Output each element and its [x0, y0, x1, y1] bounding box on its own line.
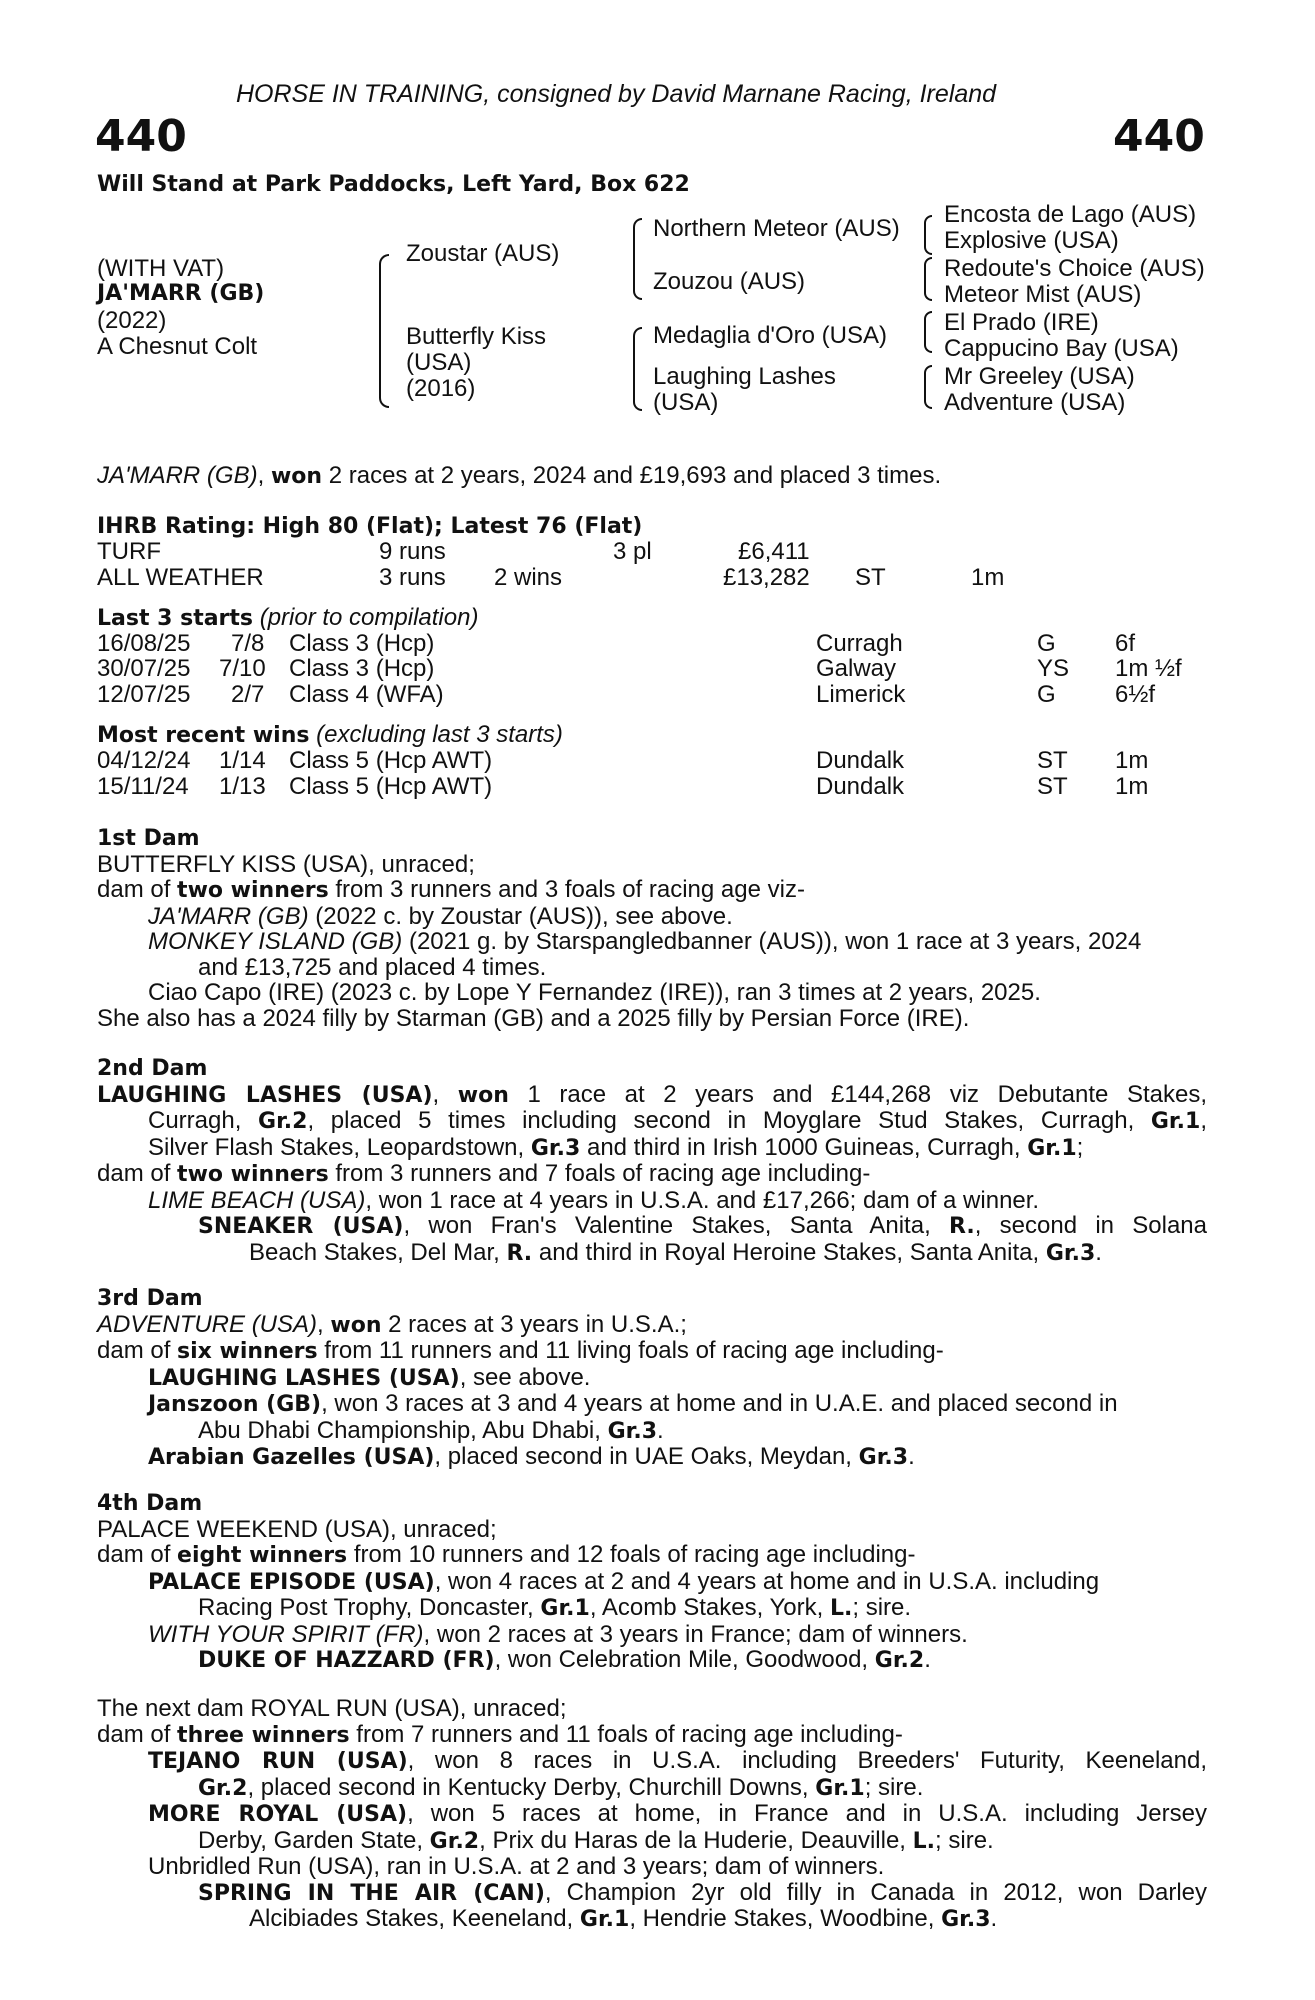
- fourth-dam-section: [97, 1491, 1207, 1674]
- second-dam-line: LAUGHING LASHES (USA), won 1 race at 2 years and £144,268 viz Debutante Stakes,: [97, 1080, 1207, 1108]
- last-starts-title: Last 3 starts: [97, 606, 254, 631]
- progeny-entry: Unbridled Run (USA), ran in U.S.A. at 2 and 3 years; dam of winners.: [148, 1853, 885, 1880]
- next-dam-line: The next dam ROYAL RUN (USA), unraced;: [97, 1695, 567, 1722]
- text: from 7 runners and 11 foals of racing age including-: [349, 1720, 903, 1748]
- first-dam-note: She also has a 2024 filly by Starman (GB) and a 2025 filly by Persian Force (IRE).: [97, 1004, 970, 1032]
- progeny-name: MORE ROYAL (USA): [148, 1802, 408, 1827]
- progeny-entry-cont: [97, 1906, 1207, 1933]
- table-row-position: 1/14: [219, 747, 266, 774]
- dam-line2: (USA): [406, 349, 472, 376]
- table-row-going: G: [1037, 630, 1056, 657]
- lot-number-right: 440: [1113, 111, 1205, 162]
- table-row-distance: 6½f: [1115, 681, 1156, 708]
- text: Derby, Garden State,: [198, 1826, 430, 1854]
- grade-label: Gr.2: [258, 1109, 308, 1134]
- text: , second in Solana: [974, 1212, 1207, 1239]
- table-row-date: 12/07/25: [97, 681, 191, 708]
- horse-description: A Chesnut Colt: [97, 333, 258, 360]
- sire: Zoustar (AUS): [406, 240, 560, 267]
- text: Beach Stakes, Del Mar,: [249, 1238, 507, 1266]
- progeny-name: SNEAKER (USA): [198, 1214, 404, 1239]
- text: dam of: [97, 876, 178, 903]
- pedigree-brace-main: [379, 254, 389, 408]
- grandparent-4: Meteor Mist (AUS): [944, 281, 1142, 308]
- aw-prize: £13,282: [723, 564, 810, 591]
- progeny-entry: [97, 1213, 1207, 1240]
- first-dam-heading: 1st Dam: [97, 826, 200, 851]
- grade-label: R.: [949, 1214, 975, 1239]
- fourth-dam-heading: 4th Dam: [97, 1491, 203, 1516]
- turf-runs: 9 runs: [379, 538, 446, 565]
- third-dam-progeny-intro: [97, 1338, 1207, 1365]
- second-dam-progeny-intro: [97, 1161, 1207, 1188]
- location-line: Will Stand at Park Paddocks, Left Yard, Box 622: [97, 172, 690, 197]
- progeny-entry: Ciao Capo (IRE) (2023 c. by Lope Y Fernandez (IRE)), ran 3 times at 2 years, 2025.: [148, 979, 1041, 1006]
- table-row-date: 16/08/25: [97, 630, 191, 657]
- progeny-entry: [97, 1391, 1207, 1418]
- vat-label: (WITH VAT): [97, 255, 225, 282]
- table-row-date: 15/11/24: [97, 773, 189, 800]
- turf-places: 3 pl: [613, 538, 652, 565]
- dam-sire: Medaglia d'Oro (USA): [653, 322, 887, 349]
- text: from 3 runners and 3 foals of racing age viz-: [328, 876, 805, 903]
- table-row-date: 30/07/25: [97, 655, 191, 682]
- text: , placed second in UAE Oaks, Meydan,: [434, 1443, 859, 1470]
- aw-going: ST: [855, 564, 886, 591]
- grade-label: Gr.1: [815, 1775, 865, 1801]
- progeny-entry: [97, 1880, 1207, 1907]
- text: Silver Flash Stakes, Leopardstown,: [148, 1133, 531, 1161]
- grandparent-2: Explosive (USA): [944, 227, 1119, 254]
- progeny-name: JA'MARR (GB): [148, 902, 309, 930]
- table-row-course: Limerick: [816, 681, 906, 708]
- grade-label: L.: [829, 1596, 853, 1621]
- table-row-position: 7/10: [219, 655, 266, 682]
- next-dam-section: [97, 1696, 1207, 1933]
- table-row-class: Class 3 (Hcp): [289, 630, 435, 657]
- sire-dam: Zouzou (AUS): [653, 268, 806, 295]
- second-dam-section: [97, 1056, 1207, 1266]
- table-row-class: Class 5 (Hcp AWT): [289, 773, 493, 800]
- table-row-course: Galway: [816, 655, 897, 682]
- aw-label: ALL WEATHER: [97, 564, 264, 591]
- progeny-entry: [97, 929, 1207, 955]
- table-row-class: Class 3 (Hcp): [289, 655, 435, 682]
- text: , placed 5 times including second in Moyglare Stud Stakes, Curragh,: [307, 1107, 1151, 1134]
- grade-label: Gr.2: [198, 1775, 248, 1801]
- pedigree-brace-g4: [924, 365, 932, 409]
- text: , won 1 race at 4 years in U.S.A. and £17,266; dam of a winner.: [365, 1186, 1040, 1214]
- third-dam-section: [97, 1286, 1207, 1471]
- progeny-entry-cont: and £13,725 and placed 4 times.: [198, 953, 547, 981]
- pedigree-brace-sire: [633, 218, 642, 300]
- turf-label: TURF: [97, 538, 161, 565]
- grade-label: Gr.3: [607, 1418, 658, 1444]
- summary-won: won: [270, 464, 323, 489]
- first-dam-section: [97, 826, 1207, 1031]
- grandparent-6: Cappucino Bay (USA): [944, 335, 1179, 362]
- text: and third in Royal Heroine Stakes, Santa Anita,: [532, 1238, 1046, 1266]
- text: Alcibiades Stakes, Keeneland,: [249, 1905, 580, 1932]
- won-label: won: [330, 1312, 382, 1338]
- text: dam of: [97, 1720, 178, 1748]
- progeny-name: PALACE EPISODE (USA): [148, 1569, 435, 1595]
- first-dam-line: BUTTERFLY KISS (USA), unraced;: [97, 850, 475, 878]
- text: dam of: [97, 1541, 178, 1568]
- progeny-name: Arabian Gazelles (USA): [148, 1445, 435, 1470]
- text: ; sire.: [935, 1826, 994, 1854]
- first-dam-progeny-intro: [97, 877, 1207, 904]
- horse-year: (2022): [97, 307, 167, 334]
- table-row-class: Class 5 (Hcp AWT): [289, 747, 493, 774]
- pedigree-brace-g3: [924, 311, 932, 353]
- aw-distance: 1m: [971, 564, 1005, 591]
- dam-line1: Butterfly Kiss: [406, 323, 547, 350]
- progeny-entry: [97, 1569, 1207, 1596]
- recent-wins-heading: [97, 722, 563, 749]
- dam-line3: (2016): [406, 375, 476, 402]
- ihrb-rating: IHRB Rating: High 80 (Flat); Latest 76 (Flat): [97, 514, 643, 539]
- text: , Hendrie Stakes, Woodbine,: [629, 1905, 942, 1932]
- sire-sire: Northern Meteor (AUS): [653, 215, 900, 242]
- text: and third in Irish 1000 Guineas, Curragh,: [580, 1133, 1028, 1161]
- grade-label: L.: [912, 1828, 936, 1854]
- text: , see above.: [459, 1363, 591, 1391]
- dam-name: LAUGHING LASHES (USA): [97, 1082, 433, 1108]
- grandparent-7: Mr Greeley (USA): [944, 363, 1135, 390]
- aw-wins: 2 wins: [494, 564, 563, 591]
- grandparent-3: Redoute's Choice (AUS): [944, 255, 1205, 282]
- progeny-name: LIME BEACH (USA): [148, 1186, 366, 1214]
- grandparent-8: Adventure (USA): [944, 389, 1126, 416]
- text: from 10 runners and 12 foals of racing age including-: [347, 1541, 916, 1568]
- text: Curragh,: [148, 1107, 259, 1134]
- summary-horse-name: JA'MARR (GB): [97, 462, 258, 489]
- grade-label: Gr.2: [874, 1648, 925, 1673]
- text: .: [924, 1646, 931, 1673]
- table-row-going: YS: [1037, 655, 1070, 682]
- grade-label: Gr.3: [530, 1135, 581, 1161]
- table-row-position: 2/7: [231, 681, 265, 708]
- turf-prize: £6,411: [738, 538, 810, 565]
- last-starts-heading: [97, 605, 478, 632]
- progeny-entry-cont: [97, 1775, 1207, 1802]
- text: dam of: [97, 1160, 178, 1187]
- pedigree-brace-dam: [633, 327, 642, 411]
- aw-runs: 3 runs: [379, 564, 446, 591]
- grade-label: Gr.1: [579, 1907, 630, 1932]
- dam-name: ADVENTURE (USA): [97, 1310, 318, 1338]
- progeny-name: TEJANO RUN (USA): [148, 1749, 408, 1774]
- text: (2022 c. by Zoustar (AUS)), see above.: [308, 902, 733, 930]
- fourth-dam-line: PALACE WEEKEND (USA), unraced;: [97, 1515, 497, 1543]
- progeny-entry: [97, 1365, 1207, 1392]
- table-row-distance: 1m: [1115, 747, 1149, 774]
- progeny-name: WITH YOUR SPIRIT (FR): [148, 1620, 424, 1648]
- grandparent-5: El Prado (IRE): [944, 309, 1099, 336]
- text: ,: [317, 1310, 331, 1338]
- grade-label: Gr.2: [429, 1828, 480, 1854]
- text: , won 5 races at home, in France and in U.S.A. including Jersey: [407, 1800, 1207, 1827]
- text: , won 2 races at 3 years in France; dam of winners.: [423, 1620, 968, 1648]
- table-row-position: 1/13: [219, 773, 266, 800]
- progeny-entry: [97, 904, 1207, 930]
- next-dam-progeny-intro: [97, 1722, 1207, 1749]
- text: Racing Post Trophy, Doncaster,: [198, 1594, 541, 1621]
- third-dam-heading: 3rd Dam: [97, 1286, 203, 1311]
- table-row-course: Dundalk: [816, 773, 905, 800]
- dam-dam-line2: (USA): [653, 389, 719, 416]
- progeny-name: MONKEY ISLAND (GB): [148, 928, 403, 955]
- third-dam-line: [97, 1312, 1207, 1339]
- progeny-entry-cont: [97, 1418, 1207, 1445]
- text: , placed second in Kentucky Derby, Churchill Downs,: [247, 1773, 816, 1801]
- table-row-date: 04/12/24: [97, 747, 191, 774]
- text: 1 race at 2 years and £144,268 viz Debutante Stakes,: [508, 1080, 1207, 1108]
- pedigree-brace-g2: [924, 257, 932, 301]
- grade-label: Gr.1: [1150, 1109, 1201, 1134]
- text: .: [990, 1905, 998, 1932]
- progeny-entry: [97, 1647, 1207, 1674]
- progeny-entry: [97, 1444, 1207, 1471]
- text: ; sire.: [852, 1594, 912, 1621]
- winners-count: two winners: [177, 1162, 329, 1187]
- progeny-entry-cont: [97, 1595, 1207, 1622]
- grade-label: R.: [506, 1240, 533, 1266]
- recent-wins-title: Most recent wins: [97, 723, 310, 748]
- grandparent-1: Encosta de Lago (AUS): [944, 201, 1197, 228]
- text: from 3 runners and 7 foals of racing age including-: [328, 1160, 871, 1187]
- text: from 11 runners and 11 living foals of racing age including-: [317, 1337, 944, 1364]
- text: , won Celebration Mile, Goodwood,: [494, 1646, 875, 1673]
- winners-count: eight winners: [177, 1543, 348, 1568]
- progeny-entry-cont: [97, 1240, 1207, 1267]
- table-row-course: Curragh: [816, 630, 903, 657]
- table-row-position: 7/8: [231, 630, 265, 657]
- table-row-going: G: [1037, 681, 1056, 708]
- horse-name: JA'MARR (GB): [97, 281, 265, 306]
- progeny-entry: [97, 1748, 1207, 1775]
- second-dam-cont: [97, 1135, 1207, 1162]
- last-starts-note: (prior to compilation): [259, 604, 479, 631]
- progeny-name: LAUGHING LASHES (USA): [148, 1365, 460, 1391]
- grade-label: Gr.3: [1045, 1240, 1096, 1266]
- text: Abu Dhabi Championship, Abu Dhabi,: [198, 1416, 608, 1444]
- text: , won 3 races at 3 and 4 years at home and in U.A.E. and placed second in: [321, 1390, 1118, 1417]
- second-dam-heading: 2nd Dam: [97, 1056, 208, 1081]
- lot-number-left: 440: [95, 111, 187, 162]
- race-summary: JA'MARR (GB), won 2 races at 2 years, 2024 and £19,693 and placed 3 times.: [97, 462, 942, 489]
- winners-count: two winners: [177, 878, 329, 903]
- text: , won Fran's Valentine Stakes, Santa Anita,: [403, 1212, 950, 1239]
- text: 2 races at 3 years in U.S.A.;: [381, 1310, 687, 1338]
- fourth-dam-progeny-intro: [97, 1542, 1207, 1569]
- grade-label: Gr.3: [858, 1445, 909, 1470]
- table-row-course: Dundalk: [816, 747, 905, 774]
- pedigree-brace-g1: [924, 215, 932, 255]
- progeny-name: Janszoon (GB): [148, 1392, 322, 1417]
- progeny-entry: [97, 1801, 1207, 1828]
- text: .: [657, 1416, 664, 1444]
- progeny-entry: [97, 1188, 1207, 1214]
- dam-dam-line1: Laughing Lashes: [653, 363, 836, 390]
- progeny-name: DUKE OF HAZZARD (FR): [198, 1648, 495, 1673]
- text: ;: [1076, 1133, 1084, 1161]
- recent-wins-note: (excluding last 3 starts): [316, 721, 563, 748]
- second-dam-cont: Curragh, Gr.2, placed 5 times including second in Moyglare Stud Stakes, Curragh, Gr.1,: [148, 1107, 1207, 1134]
- text: , Champion 2yr old filly in Canada in 2012, won Darley: [544, 1878, 1208, 1906]
- text: .: [908, 1443, 915, 1470]
- text: , Prix du Haras de la Huderie, Deauville,: [479, 1826, 913, 1854]
- table-row-going: ST: [1037, 773, 1068, 800]
- table-row-class: Class 4 (WFA): [289, 681, 444, 708]
- table-row-distance: 1m: [1115, 773, 1149, 800]
- text: dam of: [97, 1337, 178, 1364]
- table-row-going: ST: [1037, 747, 1068, 774]
- winners-count: six winners: [177, 1339, 318, 1364]
- winners-count: three winners: [177, 1722, 350, 1748]
- grade-label: Gr.1: [1027, 1135, 1077, 1161]
- text: .: [1095, 1238, 1102, 1266]
- text: , won 8 races in U.S.A. including Breeders' Futurity, Keeneland,: [407, 1747, 1207, 1774]
- table-row-distance: 6f: [1115, 630, 1136, 657]
- text: ; sire.: [864, 1773, 924, 1801]
- grade-label: Gr.1: [540, 1596, 590, 1621]
- text: (2021 g. by Starspangledbanner (AUS)), won 1 race at 3 years, 2024: [402, 928, 1142, 955]
- won-label: won: [457, 1082, 509, 1108]
- summary-text: 2 races at 2 years, 2024 and £19,693 and placed 3 times.: [322, 462, 942, 489]
- text: , Acomb Stakes, York,: [589, 1594, 830, 1621]
- consignment-line: HORSE IN TRAINING, consigned by David Marnane Racing, Ireland: [236, 80, 997, 108]
- progeny-entry-cont: [97, 1828, 1207, 1855]
- grade-label: Gr.3: [941, 1907, 991, 1932]
- table-row-distance: 1m ½f: [1115, 655, 1182, 682]
- progeny-name: SPRING IN THE AIR (CAN): [198, 1880, 545, 1906]
- progeny-entry: [97, 1622, 1207, 1648]
- text: , won 4 races at 2 and 4 years at home and in U.S.A. including: [434, 1567, 1100, 1595]
